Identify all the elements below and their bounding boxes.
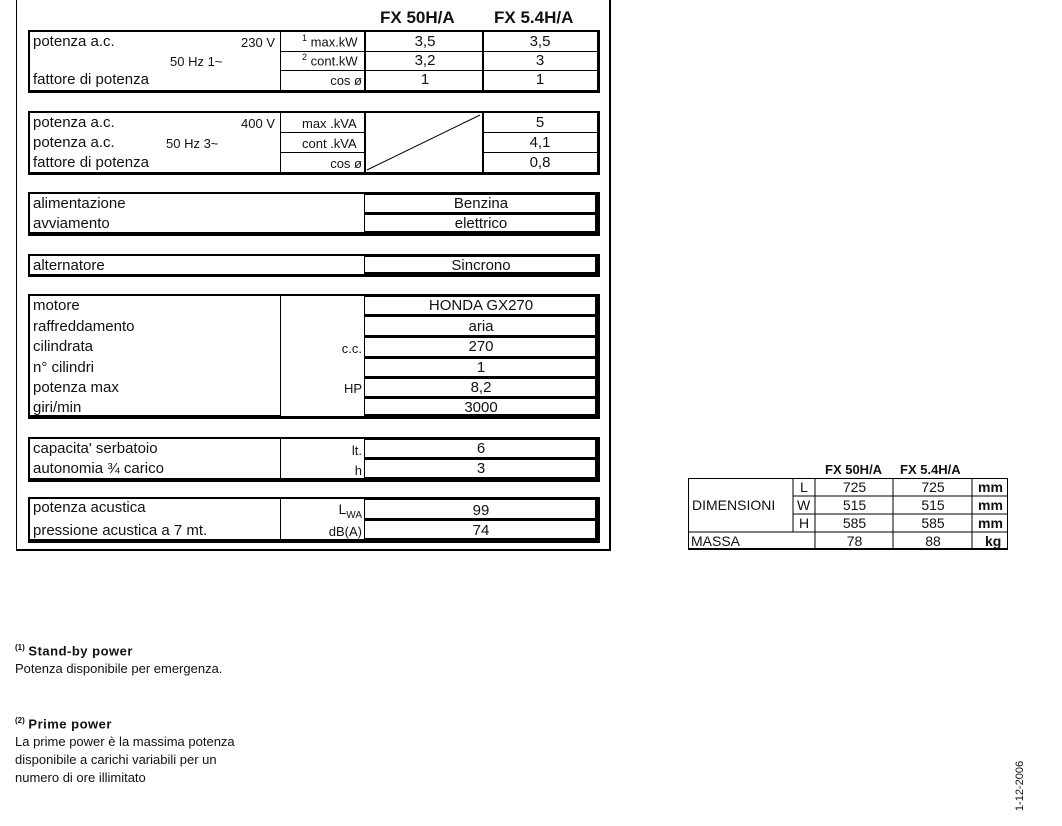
unit-cc: c.c. xyxy=(341,341,362,356)
alternator-value: Sincrono xyxy=(451,257,511,274)
cylinders-value: 1 xyxy=(476,359,486,376)
tank-capacity-value: 6 xyxy=(476,440,486,457)
dims-axis-h: H xyxy=(799,515,810,531)
mass-b: 88 xyxy=(925,533,941,549)
voltage-230: 230 V xyxy=(241,35,275,50)
unit-hp: HP xyxy=(343,381,362,396)
dims-label: DIMENSIONI xyxy=(692,497,776,513)
footnote-2-line2: disponibile a carichi variabili per un xyxy=(15,752,217,768)
dims-model-a: FX 50H/A xyxy=(825,462,883,477)
unit-h: h xyxy=(354,463,362,478)
sound-power-label: potenza acustica xyxy=(33,499,146,516)
rpm-value: 3000 xyxy=(464,399,498,416)
note-2: 2 xyxy=(302,52,308,62)
unit-lwa-main: L xyxy=(338,501,347,517)
mass-label: MASSA xyxy=(691,533,741,549)
footnote-1-title: Stand-by power xyxy=(28,643,133,659)
voltage-400: 400 V xyxy=(241,116,275,131)
section-alternator xyxy=(28,254,600,277)
unit-dba: dB(A) xyxy=(328,524,362,539)
unit-lt: lt. xyxy=(351,443,362,458)
ac1-max-b: 3,5 xyxy=(529,33,551,50)
rpm-label: giri/min xyxy=(33,399,82,416)
ac1-pf-b: 1 xyxy=(535,71,545,88)
model-b-header: FX 5.4H/A xyxy=(494,8,574,27)
max-power-value: 8,2 xyxy=(470,379,492,396)
ac3-cont-b: 4,1 xyxy=(529,134,551,151)
dims-w-unit: mm xyxy=(978,497,1003,513)
sound-pressure-label: pressione acustica a 7 mt. xyxy=(33,522,208,539)
tank-capacity-label: capacita' serbatoio xyxy=(33,440,158,457)
dims-l-a: 725 xyxy=(842,479,867,495)
ac1-cont-a: 3,2 xyxy=(414,52,436,69)
footnote-2-title: Prime power xyxy=(28,716,112,732)
unit-lwa-sub: WA xyxy=(346,509,362,521)
ac1-pf-a: 1 xyxy=(420,71,430,88)
model-a-header: FX 50H/A xyxy=(380,8,455,27)
runtime-value: 3 xyxy=(476,460,486,477)
document-date: 1-12-2006 xyxy=(1014,760,1026,812)
fuel-label: alimentazione xyxy=(33,195,126,212)
dims-h-a: 585 xyxy=(842,515,867,531)
section-engine xyxy=(28,294,600,419)
section-fuel xyxy=(28,192,600,236)
footnote-1-mark: (1) xyxy=(15,643,25,652)
freq-3ph: 50 Hz 3~ xyxy=(166,136,219,151)
footnote-1-text: Potenza disponibile per emergenza. xyxy=(15,661,223,677)
sound-pressure-value: 74 xyxy=(472,522,490,539)
section-tank xyxy=(28,437,600,482)
dimensions-table xyxy=(688,478,1008,550)
ac3-max-b: 5 xyxy=(535,114,545,131)
max-power-label: potenza max xyxy=(33,379,119,396)
power-label: potenza a.c. xyxy=(33,33,115,50)
unit-cos-3ph: cos ø xyxy=(330,156,362,171)
ac3-pf-b: 0,8 xyxy=(529,154,551,171)
displacement-value: 270 xyxy=(468,338,494,355)
cooling-label: raffreddamento xyxy=(33,318,135,335)
unit-cos: cos ø xyxy=(330,73,362,88)
power-label-3ph: potenza a.c. xyxy=(33,114,115,131)
mass-unit: kg xyxy=(985,533,1002,549)
displacement-label: cilindrata xyxy=(33,338,94,355)
engine-label: motore xyxy=(33,297,80,314)
runtime-label: autonomia ¾ carico xyxy=(33,460,164,477)
power-factor-label-3ph: fattore di potenza xyxy=(33,154,149,171)
dims-model-b: FX 5.4H/A xyxy=(900,462,961,477)
dims-l-unit: mm xyxy=(978,479,1003,495)
cooling-value: aria xyxy=(468,318,494,335)
start-value: elettrico xyxy=(454,215,508,232)
footnote-2-line1: La prime power è la massima potenza xyxy=(15,734,235,750)
start-label: avviamento xyxy=(33,215,110,232)
unit-max-kw: max.kW xyxy=(310,34,358,50)
ac1-max-a: 3,5 xyxy=(414,33,436,50)
dims-axis-l: L xyxy=(800,479,808,495)
power-label-3ph-cont: potenza a.c. xyxy=(33,134,115,151)
cylinders-label: n° cilindri xyxy=(33,359,95,376)
dims-w-a: 515 xyxy=(842,497,867,513)
dims-h-b: 585 xyxy=(921,515,945,531)
note-1: 1 xyxy=(302,33,308,43)
section-single-phase xyxy=(28,30,600,93)
dims-h-unit: mm xyxy=(978,515,1003,531)
footnote-standby xyxy=(15,639,222,678)
engine-value: HONDA GX270 xyxy=(428,297,534,314)
footnote-2-mark: (2) xyxy=(15,716,25,725)
footnote-prime xyxy=(15,712,235,787)
sound-power-value: 99 xyxy=(472,502,490,519)
dims-l-b: 725 xyxy=(921,479,945,495)
fuel-value: Benzina xyxy=(453,195,509,212)
freq-1ph: 50 Hz 1~ xyxy=(170,54,223,69)
footnote-2-line3: numero di ore illimitato xyxy=(15,770,146,786)
alternator-label: alternatore xyxy=(33,257,105,274)
dims-w-b: 515 xyxy=(921,497,945,513)
dims-axis-w: W xyxy=(797,497,811,513)
unit-max-kva: max .kVA xyxy=(302,116,357,131)
section-three-phase xyxy=(28,111,600,175)
section-noise xyxy=(28,497,600,543)
ac1-cont-b: 3 xyxy=(535,52,545,69)
unit-cont-kw: cont.kW xyxy=(310,53,358,69)
unit-cont-kva: cont .kVA xyxy=(302,136,357,151)
power-factor-label: fattore di potenza xyxy=(33,71,149,88)
mass-a: 78 xyxy=(846,533,863,549)
